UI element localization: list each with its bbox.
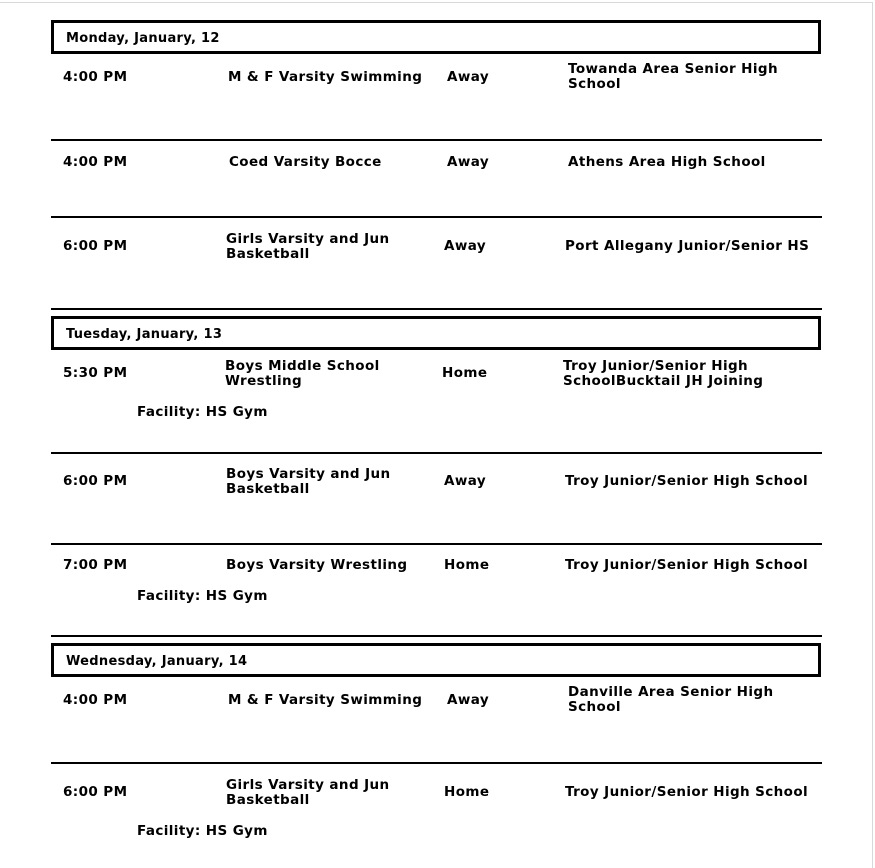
event-opponent: Troy Junior/Senior High SchoolBucktail JH Joining (563, 358, 764, 389)
event-time: 5:30 PM (63, 365, 128, 381)
event-sport: Boys Varsity and Jun Basketball (226, 466, 391, 497)
event-time: 6:00 PM (63, 784, 128, 800)
day-date: Tuesday, January, 13 (66, 327, 223, 342)
event-opponent: Troy Junior/Senior High School (565, 557, 809, 573)
event-opponent: Port Allegany Junior/Senior HS (565, 238, 810, 254)
event-location: Home (444, 784, 490, 800)
row-divider (51, 216, 822, 218)
event-sport: M & F Varsity Swimming (228, 69, 423, 85)
event-opponent: Troy Junior/Senior High School (565, 784, 809, 800)
event-sport: Girls Varsity and Jun Basketball (226, 231, 390, 262)
row-divider (51, 635, 822, 637)
event-time: 4:00 PM (63, 154, 128, 170)
event-opponent: Danville Area Senior High School (568, 684, 774, 715)
event-sport: Boys Middle School Wrestling (225, 358, 380, 389)
event-time: 4:00 PM (63, 69, 128, 85)
event-facility: Facility: HS Gym (137, 404, 268, 420)
event-location: Away (447, 69, 490, 85)
row-divider (51, 762, 822, 764)
event-location: Away (447, 154, 490, 170)
row-divider (51, 452, 822, 454)
event-time: 6:00 PM (63, 473, 128, 489)
event-location: Away (447, 692, 490, 708)
event-sport: Boys Varsity Wrestling (226, 557, 408, 573)
event-opponent: Towanda Area Senior High School (568, 61, 778, 92)
event-time: 4:00 PM (63, 692, 128, 708)
day-date: Monday, January, 12 (66, 31, 220, 46)
event-facility: Facility: HS Gym (137, 588, 268, 604)
event-facility: Facility: HS Gym (137, 823, 268, 839)
event-opponent: Athens Area High School (568, 154, 766, 170)
row-divider (51, 139, 822, 141)
event-location: Away (444, 473, 487, 489)
event-opponent: Troy Junior/Senior High School (565, 473, 809, 489)
row-divider (51, 543, 822, 545)
event-time: 6:00 PM (63, 238, 128, 254)
event-location: Home (444, 557, 490, 573)
day-header-tuesday (51, 316, 821, 350)
day-header-monday (51, 20, 821, 54)
event-sport: Girls Varsity and Jun Basketball (226, 777, 390, 808)
row-divider (51, 308, 822, 310)
event-location: Home (442, 365, 488, 381)
event-sport: M & F Varsity Swimming (228, 692, 423, 708)
day-date: Wednesday, January, 14 (66, 654, 248, 669)
event-time: 7:00 PM (63, 557, 128, 573)
event-location: Away (444, 238, 487, 254)
event-sport: Coed Varsity Bocce (229, 154, 382, 170)
day-header-wednesday (51, 643, 821, 677)
schedule-page (0, 2, 873, 868)
